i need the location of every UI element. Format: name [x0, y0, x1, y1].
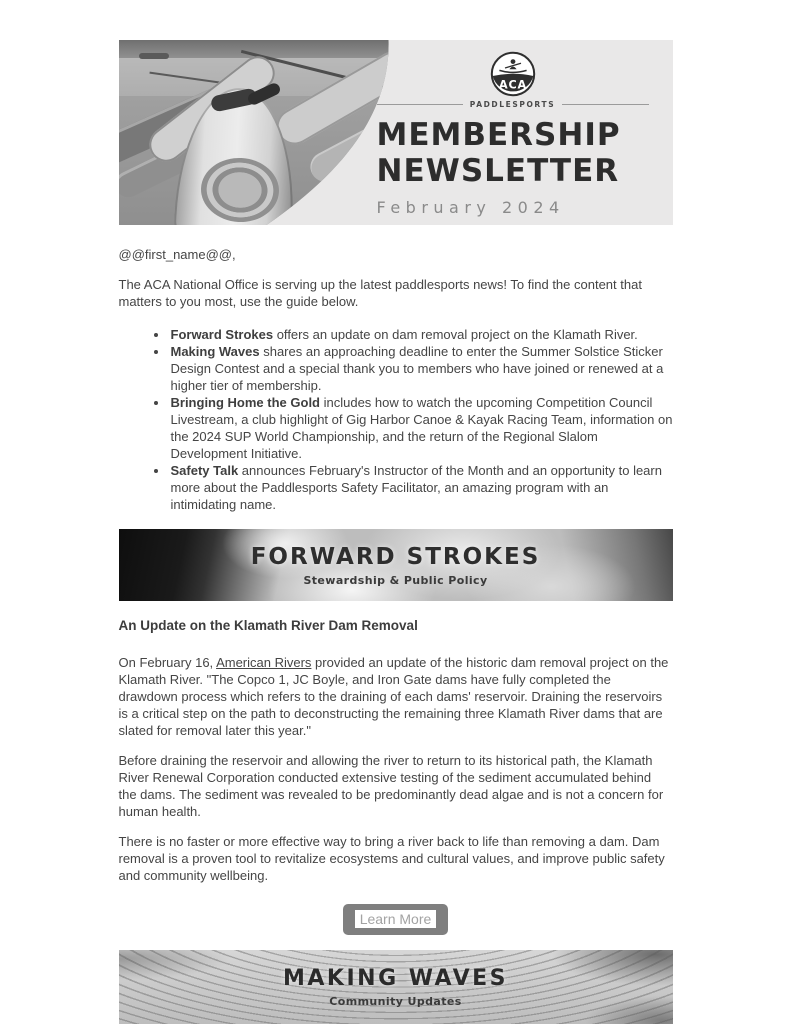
- content-guide-list: [119, 326, 673, 513]
- article-paragraph-2: Before draining the reservoir and allowing the river to return to its historical path, the Klamath River Renewal Corporation conducted extensive testing of the sediment accumulated behind the dams. The sediment was revealed to be predominantly dead algae and is not a concern for human health.: [118, 753, 664, 819]
- guide-item-text: shares an approaching deadline to enter the Summer Solstice Sticker Design Contest and a special thank you to members who have joined or renewed at a higher tier of membership.: [170, 344, 664, 393]
- guide-item-lead: Forward Strokes: [170, 327, 274, 342]
- paragraph-text: provided an update of the historic dam removal project on the Klamath River. "The Copco 1, JC Boyle, and Iron Gate dams have fully completed the drawdown process which refers to the draining of each dams' reservoir. Draining the reservoirs is a critical step on the path to deconstructing the remaining three Klamath River dams that are slated for removal later this year.": [118, 655, 669, 738]
- guide-item-text: offers an update on dam removal project on the Klamath River.: [273, 327, 638, 342]
- newsletter-title-line1: MEMBERSHIP: [376, 117, 621, 153]
- paragraph-text: On February 16,: [118, 655, 217, 670]
- guide-item-making-waves: [169, 343, 673, 394]
- article-paragraph-3: There is no faster or more effective way to bring a river back to life than removing a dam. Dam removal is a proven tool to revitalize ecosystems and cultural values, and improve public safety and community wellbeing.: [118, 834, 665, 883]
- small-boat-shape: [139, 53, 169, 59]
- forward-strokes-banner-title: FORWARD STROKES: [250, 543, 541, 570]
- learn-more-label: Learn More: [355, 910, 437, 928]
- aca-logo: [377, 50, 649, 98]
- newsletter-title-line2: NEWSLETTER: [376, 153, 620, 189]
- logo-tagline: PADDLESPORTS: [469, 100, 556, 109]
- guide-item-forward-strokes: [169, 326, 673, 343]
- forward-strokes-banner: [119, 529, 673, 601]
- logo-tagline-row: [377, 100, 649, 109]
- tagline-rule-right: [562, 104, 648, 105]
- making-waves-banner: [119, 950, 673, 1024]
- guide-item-lead: Safety Talk: [170, 463, 239, 478]
- newsletter-date: February 2024: [376, 198, 565, 217]
- tagline-rule-left: [377, 104, 463, 105]
- header-banner: [119, 40, 673, 225]
- making-waves-banner-subtitle: Community Updates: [329, 995, 462, 1008]
- article-heading: An Update on the Klamath River Dam Removal: [118, 618, 418, 633]
- newsletter-body: [119, 0, 673, 1024]
- cta-container: [119, 904, 673, 935]
- guide-item-text: includes how to watch the upcoming Competition Council Livestream, a club highlight of Gig Harbor Canoe & Kayak Racing Team, information on the 2024 SUP World Championship, and the return of the Regional Slalom Development Initiative.: [170, 395, 673, 461]
- aca-logo-icon: [489, 50, 537, 98]
- header-text-panel: [377, 50, 649, 217]
- article-paragraph-1: [119, 654, 673, 739]
- learn-more-button[interactable]: [343, 904, 449, 935]
- intro-paragraph: The ACA National Office is serving up the latest paddlesports news! To find the content that matters to you most, use the guide below.: [118, 277, 642, 309]
- aca-logo-text: ACA: [498, 78, 527, 92]
- salutation: @@first_name@@,: [118, 247, 236, 262]
- making-waves-banner-title: MAKING WAVES: [283, 966, 508, 991]
- american-rivers-link[interactable]: American Rivers: [216, 655, 312, 670]
- forward-strokes-banner-subtitle: Stewardship & Public Policy: [303, 573, 488, 587]
- guide-item-safety-talk: [169, 462, 673, 513]
- guide-item-text: announces February's Instructor of the Month and an opportunity to learn more about the Paddlesports Safety Facilitator, an amazing program with an intimidating name.: [170, 463, 662, 512]
- guide-item-lead: Bringing Home the Gold: [170, 395, 320, 410]
- guide-item-bringing-home-the-gold: [169, 394, 673, 462]
- guide-item-lead: Making Waves: [170, 344, 260, 359]
